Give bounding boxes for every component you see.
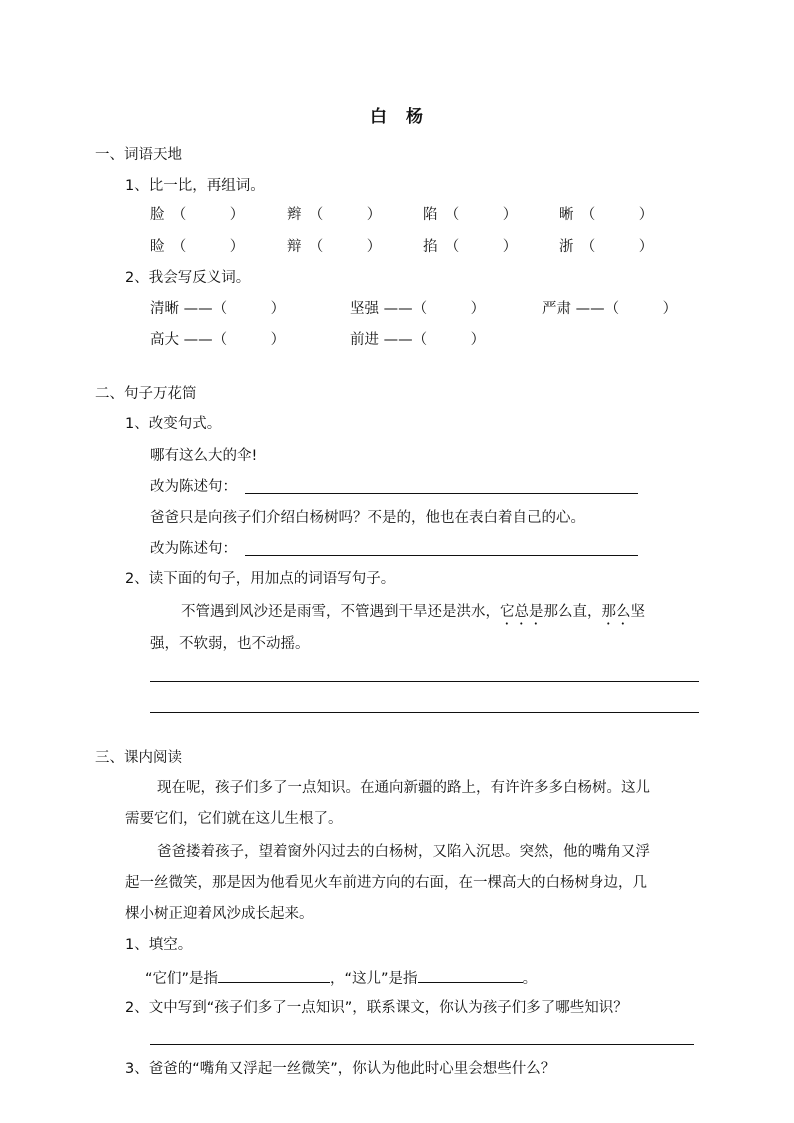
sentence-text: 哪有这么大的伞! [150,448,258,464]
fill-text: “它们”是指 [145,971,219,987]
section-heading-1: 一、词语天地 [95,147,182,163]
antonym-item: 高大 ——（ ） [150,332,286,348]
answer-prompt: 改为陈述句： [150,479,237,495]
example-sentence [181,602,645,628]
page-title: 白 杨 [370,107,424,127]
example-text: 那么直， [543,604,602,620]
answer-line [245,555,638,556]
example-text: 坚 [630,604,645,620]
fill-text: 。 [522,971,538,987]
passage-line: 现在呢，孩子们多了一点知识。在通向新疆的路上，有许许多多白杨树。这儿 [157,780,650,796]
question-label: 2、我会写反义词。 [125,270,251,286]
word-compare-item: 浙 （ ） [559,239,654,255]
antonym-item: 坚强 ——（ ） [350,301,486,317]
antonym-item: 前进 ——（ ） [350,332,486,348]
question-label: 1、比一比，再组词。 [125,178,265,194]
word-compare-item: 辫 （ ） [287,207,382,223]
question-label: 2、文中写到“孩子们多了一点知识”，联系课文，你认为孩子们多了哪些知识？ [125,1000,628,1016]
antonym-item: 清晰 ——（ ） [150,301,286,317]
answer-line [150,1044,694,1045]
question-label: 1、改变句式。 [125,416,222,432]
dotted-word: 它总是 [500,604,544,620]
word-compare-item: 陷 （ ） [423,207,518,223]
passage-line: 需要它们，它们就在这儿生根了。 [125,811,343,827]
question-label: 1、填空。 [125,937,193,953]
dotted-word: 那么 [601,604,631,620]
word-compare-item: 掐 （ ） [423,239,518,255]
word-compare-item: 晰 （ ） [559,207,654,223]
example-sentence-cont: 强，不软弱，也不动摇。 [150,636,310,652]
word-compare-item: 睑 （ ） [150,239,245,255]
sentence-text: 爸爸只是向孩子们介绍白杨树吗？不是的，他也在表白着自己的心。 [150,510,585,526]
passage-line: 棵小树正迎着风沙成长起来。 [125,906,314,922]
word-compare-item: 脸 （ ） [150,207,245,223]
section-heading-3: 三、课内阅读 [95,750,182,766]
fill-text: ，“这儿”是指 [330,971,418,987]
question-label: 3、爸爸的“嘴角又浮起一丝微笑”，你认为他此时心里会想些什么？ [125,1061,556,1077]
passage-line: 起一丝微笑，那是因为他看见火车前进方向的右面，在一棵高大的白杨树身边，几 [125,875,647,891]
answer-line [245,493,638,494]
blank-line [218,967,330,983]
word-compare-item: 辩 （ ） [287,239,382,255]
example-text: 不管遇到风沙还是雨雪，不管遇到干旱还是洪水， [181,604,500,620]
antonym-item: 严肃 ——（ ） [542,301,678,317]
section-heading-2: 二、句子万花筒 [95,386,197,402]
passage-line: 爸爸搂着孩子，望着窗外闪过去的白杨树，又陷入沉思。突然，他的嘴角又浮 [157,844,650,860]
answer-prompt: 改为陈述句： [150,541,237,557]
fill-blank-question [145,967,537,989]
blank-line [418,967,523,983]
question-label: 2、读下面的句子，用加点的词语写句子。 [125,571,396,587]
answer-line [150,681,699,682]
answer-line [150,712,699,713]
